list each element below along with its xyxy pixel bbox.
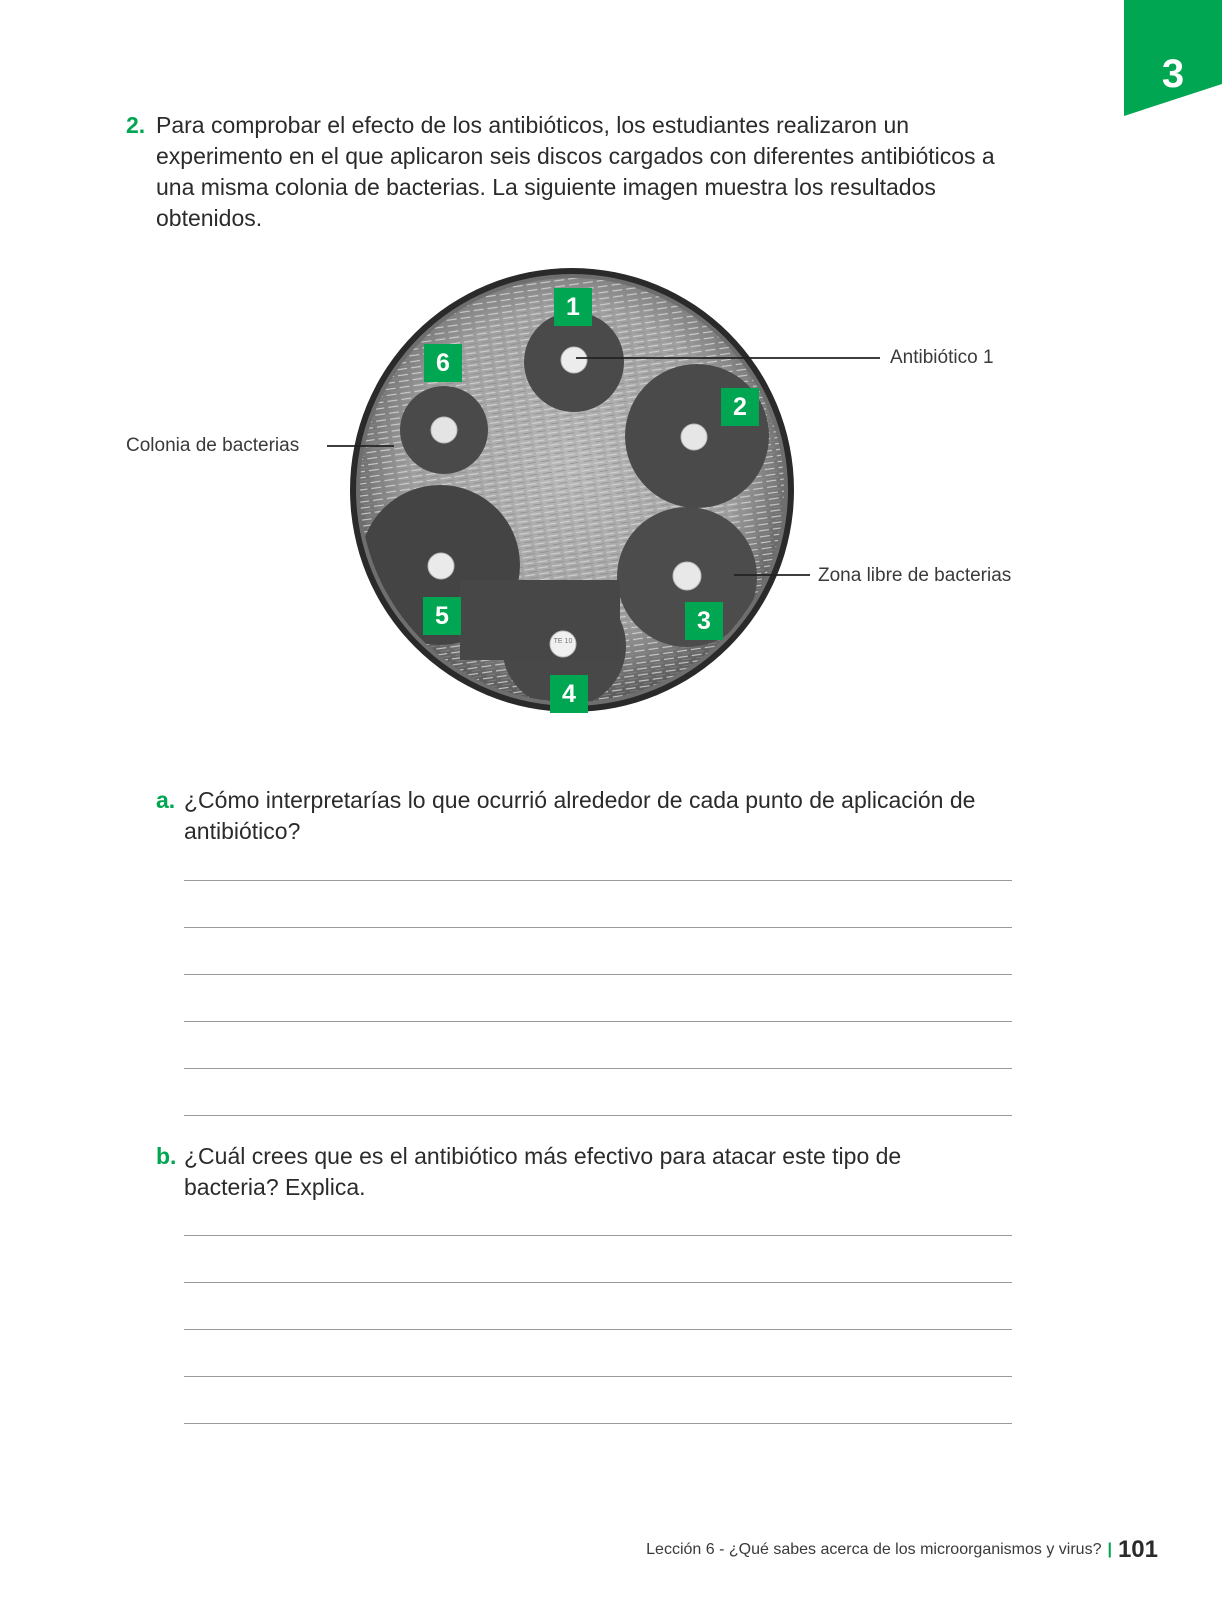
label-antibiotic-1: Antibiótico 1 xyxy=(890,347,994,368)
inhibition-zone-bridge xyxy=(460,580,620,660)
antibiotic-disc-5 xyxy=(428,553,454,579)
answer-line-a-1[interactable] xyxy=(184,880,1012,881)
answer-line-b-1[interactable] xyxy=(184,1235,1012,1236)
marker-1: 1 xyxy=(554,288,592,326)
question-text: Para comprobar el efecto de los antibióticos, los estudiantes realizaron un experimento en el que aplicaron seis discos cargados con diferentes antibióticos a una misma colonia de bacterias. La siguiente imagen muestra los resultados obtenidos. xyxy=(156,112,995,231)
answer-line-a-4[interactable] xyxy=(184,1021,1012,1022)
petri-dish-illustration xyxy=(0,260,1222,750)
answer-line-a-3[interactable] xyxy=(184,974,1012,975)
antibiotic-disc-1 xyxy=(561,347,587,373)
answer-line-b-5[interactable] xyxy=(184,1423,1012,1424)
page-footer xyxy=(646,1536,1158,1564)
antibiotic-disc-2 xyxy=(681,424,707,450)
answer-line-a-2[interactable] xyxy=(184,927,1012,928)
answer-line-b-4[interactable] xyxy=(184,1376,1012,1377)
part-a-letter: a. xyxy=(156,787,176,813)
answer-line-a-6[interactable] xyxy=(184,1115,1012,1116)
chapter-tab xyxy=(1124,0,1222,118)
antibiotic-disc-3 xyxy=(673,562,701,590)
label-free-zone: Zona libre de bacterias xyxy=(818,565,1012,586)
petri-dish-figure xyxy=(0,260,1222,750)
marker-4: 4 xyxy=(550,675,588,713)
page-number: 101 xyxy=(1117,1536,1158,1563)
answer-line-a-5[interactable] xyxy=(184,1068,1012,1069)
footer-lesson: Lección 6 - ¿Qué sabes acerca de los microorganismos y virus? xyxy=(646,1541,1102,1558)
part-a-text: ¿Cómo interpretarías lo que ocurrió alrededor de cada punto de aplicación de antibiótico? xyxy=(184,787,976,844)
marker-3: 3 xyxy=(685,602,723,640)
chapter-number: 3 xyxy=(1161,52,1185,96)
answer-line-b-3[interactable] xyxy=(184,1329,1012,1330)
question-number: 2. xyxy=(126,112,146,138)
footer-separator: | xyxy=(1107,1541,1112,1558)
marker-2: 2 xyxy=(721,388,759,426)
part-a xyxy=(156,785,996,847)
part-b-text: ¿Cuál crees que es el antibiótico más efectivo para atacar este tipo de bacteria? Explica. xyxy=(184,1143,902,1200)
marker-6: 6 xyxy=(424,344,462,382)
question-2 xyxy=(126,110,1006,234)
part-b xyxy=(156,1141,996,1203)
label-bacteria-colony: Colonia de bacterias xyxy=(126,435,300,456)
antibiotic-disc-6 xyxy=(431,417,457,443)
answer-line-b-2[interactable] xyxy=(184,1282,1012,1283)
part-b-letter: b. xyxy=(156,1143,177,1169)
marker-5: 5 xyxy=(423,597,461,635)
disc-4-label: TE 10 xyxy=(553,638,573,645)
